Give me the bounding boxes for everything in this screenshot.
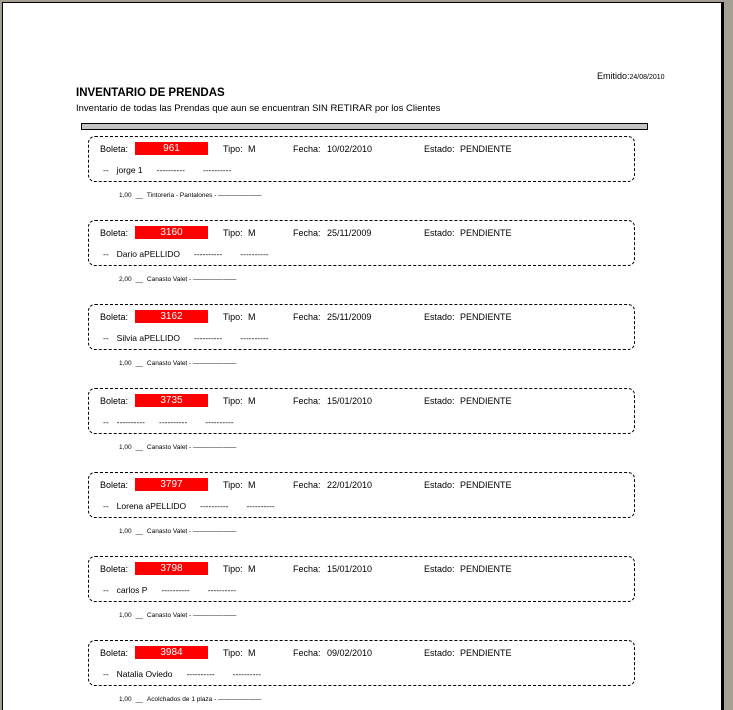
client-field-3: ---------- [240, 249, 269, 259]
fecha-label: Fecha: [293, 144, 321, 154]
client-field-2: ---------- [193, 333, 223, 343]
client-field-3: ---------- [202, 165, 232, 175]
fecha-label: Fecha: [293, 228, 321, 238]
client-name: Natalia Oviedo [116, 669, 173, 679]
boleta-label: Boleta: [100, 312, 129, 322]
client-name: carlos P [116, 585, 148, 595]
report-page[interactable] [2, 2, 724, 710]
boleta-label: Boleta: [100, 480, 129, 490]
estado-label: Estado: [424, 228, 455, 238]
boleta-number: 3797 [135, 478, 208, 491]
tipo-value: M [248, 144, 256, 154]
record [3, 472, 723, 556]
tipo-label: Tipo: [223, 228, 243, 238]
boleta-label: Boleta: [100, 144, 129, 154]
estado-value: PENDIENTE [460, 480, 512, 490]
fecha-value: 15/01/2010 [327, 564, 373, 574]
tipo-label: Tipo: [223, 648, 243, 658]
qty-separator: __ [135, 528, 143, 535]
estado-label: Estado: [424, 396, 455, 406]
tipo-value: M [248, 396, 256, 406]
tipo-value: M [248, 228, 256, 238]
qty-separator: __ [135, 612, 143, 619]
client-lead-dash: -- [103, 669, 109, 679]
report-subtitle: Inventario de todas las Prendas que aun se encuentran SIN RETIRAR por los Clientes [76, 103, 441, 114]
estado-label: Estado: [424, 312, 455, 322]
client-field-2: ---------- [193, 249, 223, 259]
client-line [103, 249, 269, 259]
client-field-3: ---------- [232, 669, 262, 679]
client-lead-dash: -- [103, 585, 109, 595]
boleta-number: 3162 [135, 310, 208, 323]
item-quantity: 1,00 [119, 444, 132, 451]
fecha-label: Fecha: [293, 396, 321, 406]
item-quantity: 1,00 [119, 528, 132, 535]
fecha-value: 25/11/2009 [327, 228, 372, 238]
estado-value: PENDIENTE [460, 228, 512, 238]
estado-value: PENDIENTE [460, 396, 512, 406]
fecha-value: 10/02/2010 [327, 144, 373, 154]
emitido-label: Emitido: [597, 71, 630, 81]
client-name: Lorena aPELLIDO [116, 501, 187, 511]
report-title: INVENTARIO DE PRENDAS [76, 87, 225, 99]
estado-label: Estado: [424, 480, 455, 490]
item-description: Canasto Valet - ——-——-—— [146, 612, 237, 619]
fecha-value: 22/01/2010 [327, 480, 373, 490]
boleta-number: 3798 [135, 562, 208, 575]
item-line [119, 612, 236, 619]
fecha-label: Fecha: [293, 648, 321, 658]
tipo-label: Tipo: [223, 396, 243, 406]
item-line [119, 696, 261, 703]
qty-separator: __ [135, 360, 143, 367]
fecha-value: 25/11/2009 [327, 312, 372, 322]
qty-separator: __ [135, 192, 143, 199]
boleta-number: 3984 [135, 646, 208, 659]
fecha-label: Fecha: [293, 564, 321, 574]
tipo-label: Tipo: [223, 144, 243, 154]
record [3, 388, 723, 472]
fecha-label: Fecha: [293, 480, 321, 490]
item-line [119, 444, 236, 451]
estado-value: PENDIENTE [460, 144, 512, 154]
item-description: Canasto Valet - ——-——-—— [146, 528, 237, 535]
client-field-2: ---------- [200, 501, 229, 511]
item-quantity: 1,00 [119, 612, 132, 619]
item-quantity: 1,00 [119, 696, 132, 703]
estado-label: Estado: [424, 564, 455, 574]
client-line [103, 165, 231, 175]
client-lead-dash: -- [103, 333, 109, 343]
estado-label: Estado: [424, 144, 455, 154]
item-line [119, 192, 262, 199]
fecha-value: 15/01/2010 [327, 396, 373, 406]
boleta-label: Boleta: [100, 648, 129, 658]
record [3, 556, 723, 640]
client-line [103, 585, 236, 595]
client-lead-dash: -- [103, 249, 109, 259]
tipo-value: M [248, 480, 256, 490]
client-name: ---------- [116, 417, 145, 427]
client-field-3: ---------- [205, 417, 234, 427]
item-line [119, 360, 236, 367]
item-line [119, 276, 236, 283]
estado-value: PENDIENTE [460, 564, 512, 574]
client-field-2: ---------- [156, 165, 185, 175]
client-field-3: ---------- [246, 501, 275, 511]
boleta-number: 3160 [135, 226, 208, 239]
item-description: Canasto Valet - ——-——-—— [146, 444, 237, 451]
client-field-2: ---------- [161, 585, 190, 595]
client-lead-dash: -- [103, 165, 109, 175]
client-name: Silvia aPELLIDO [116, 333, 180, 343]
header-divider-bar [81, 123, 648, 130]
qty-separator: __ [135, 276, 143, 283]
client-field-2: ---------- [186, 669, 215, 679]
boleta-number: 3735 [135, 394, 208, 407]
item-line [119, 528, 236, 535]
client-field-2: ---------- [158, 417, 188, 427]
estado-value: PENDIENTE [460, 312, 512, 322]
boleta-label: Boleta: [100, 228, 129, 238]
client-field-3: ---------- [207, 585, 237, 595]
client-line [103, 501, 275, 511]
fecha-value: 09/02/2010 [327, 648, 373, 658]
estado-value: PENDIENTE [460, 648, 512, 658]
client-line [103, 333, 269, 343]
record [3, 136, 723, 220]
tipo-label: Tipo: [223, 564, 243, 574]
record [3, 304, 723, 388]
emitido-date: 24/08/2010 [629, 74, 665, 81]
client-field-3: ---------- [240, 333, 269, 343]
client-line [103, 669, 261, 679]
client-lead-dash: -- [103, 417, 109, 427]
record [3, 640, 723, 710]
tipo-value: M [248, 648, 256, 658]
item-quantity: 1,00 [119, 192, 132, 199]
estado-label: Estado: [424, 648, 455, 658]
tipo-label: Tipo: [223, 480, 243, 490]
tipo-label: Tipo: [223, 312, 243, 322]
boleta-number: 961 [135, 142, 208, 155]
emitido-line [597, 71, 665, 81]
tipo-value: M [248, 564, 256, 574]
qty-separator: __ [135, 696, 143, 703]
client-line [103, 417, 234, 427]
item-description: Canasto Valet - ——-——-—— [146, 360, 237, 367]
record [3, 220, 723, 304]
tipo-value: M [248, 312, 256, 322]
boleta-label: Boleta: [100, 396, 129, 406]
client-name: Dario aPELLIDO [116, 249, 180, 259]
item-description: Canasto Valet - ——-——-—— [146, 276, 237, 283]
qty-separator: __ [135, 444, 143, 451]
item-description: Acolchados de 1 plaza - ——-——-—— [146, 696, 262, 703]
item-quantity: 1,00 [119, 360, 132, 367]
fecha-label: Fecha: [293, 312, 321, 322]
client-name: jorge 1 [116, 165, 143, 175]
boleta-label: Boleta: [100, 564, 129, 574]
item-description: Tintoreria - Pantalones - ——-——-—— [146, 192, 262, 199]
client-lead-dash: -- [103, 501, 109, 511]
item-quantity: 2,00 [119, 276, 132, 283]
